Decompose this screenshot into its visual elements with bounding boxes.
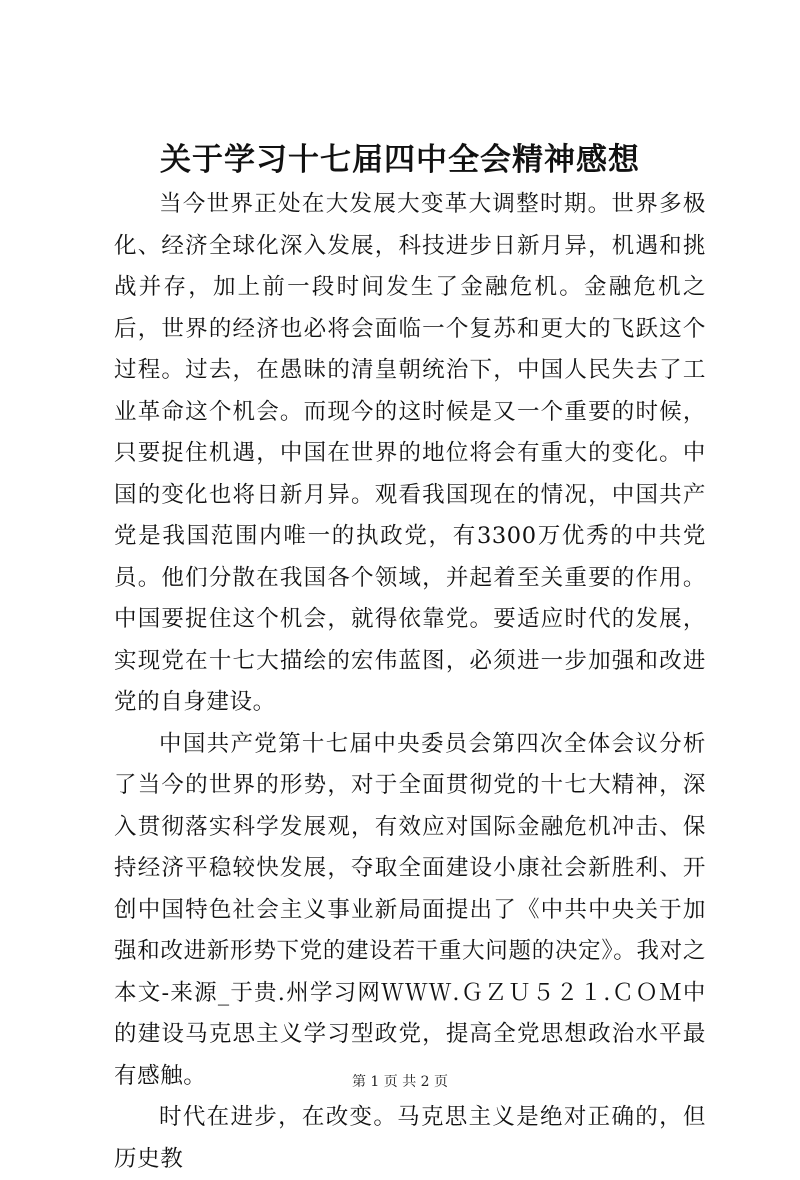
paragraph-3: 时代在进步，在改变。马克思主义是绝对正确的，但历史教 <box>114 1104 706 1172</box>
paragraph-1: 当今世界正处在大发展大变革大调整时期。世界多极化、经济全球化深入发展，科技进步日新月异，机遇和挑战并存，加上前一段时间发生了金融危机。金融危机之后，世界的经济也必将会面临一个复苏和更大的飞跃这个过程。过去，在愚昧的清皇朝统治下，中国人民失去了工业革命这个机会。而现今的这时候是又一个重要的时候，只要捉住机遇，中国在世界的地位将会有重大的变化。中国的变化也将日新月异。观看我国现在的情况，中国共产党是我国范围内唯一的执政党，有3300万优秀的中共党员。他们分散在我国各个领域，并起着至关重要的作用。中国要捉住这个机会，就得依靠党。要适应时代的发展，实现党在十七大描绘的宏伟蓝图，必须进一步加强和改进党的自身建设。 <box>114 191 706 715</box>
document-title: 关于学习十七届四中全会精神感想 <box>160 142 640 178</box>
paragraph-2: 中国共产党第十七届中央委员会第四次全体会议分析了当今的世界的形势，对于全面贯彻党的十七大精神，深入贯彻落实科学发展观，有效应对国际金融危机冲击、保持经济平稳较快发展，夺取全面建设小康社会新胜利、开创中国特色社会主义事业新局面提出了《中共中央关于加强和改进新形势下党的建设若干重大问题的决定》。我对之本文-来源_于贵.州学习网ＷＷＷ.ＧＺＵ５２１.ＣＯＭ中的建设马克思主义学习型政党，提高全党思想政治水平最有感触。 <box>114 730 706 1089</box>
page-number-footer: 第 1 页 共 2 页 <box>351 1074 449 1090</box>
document-body <box>114 184 706 1180</box>
